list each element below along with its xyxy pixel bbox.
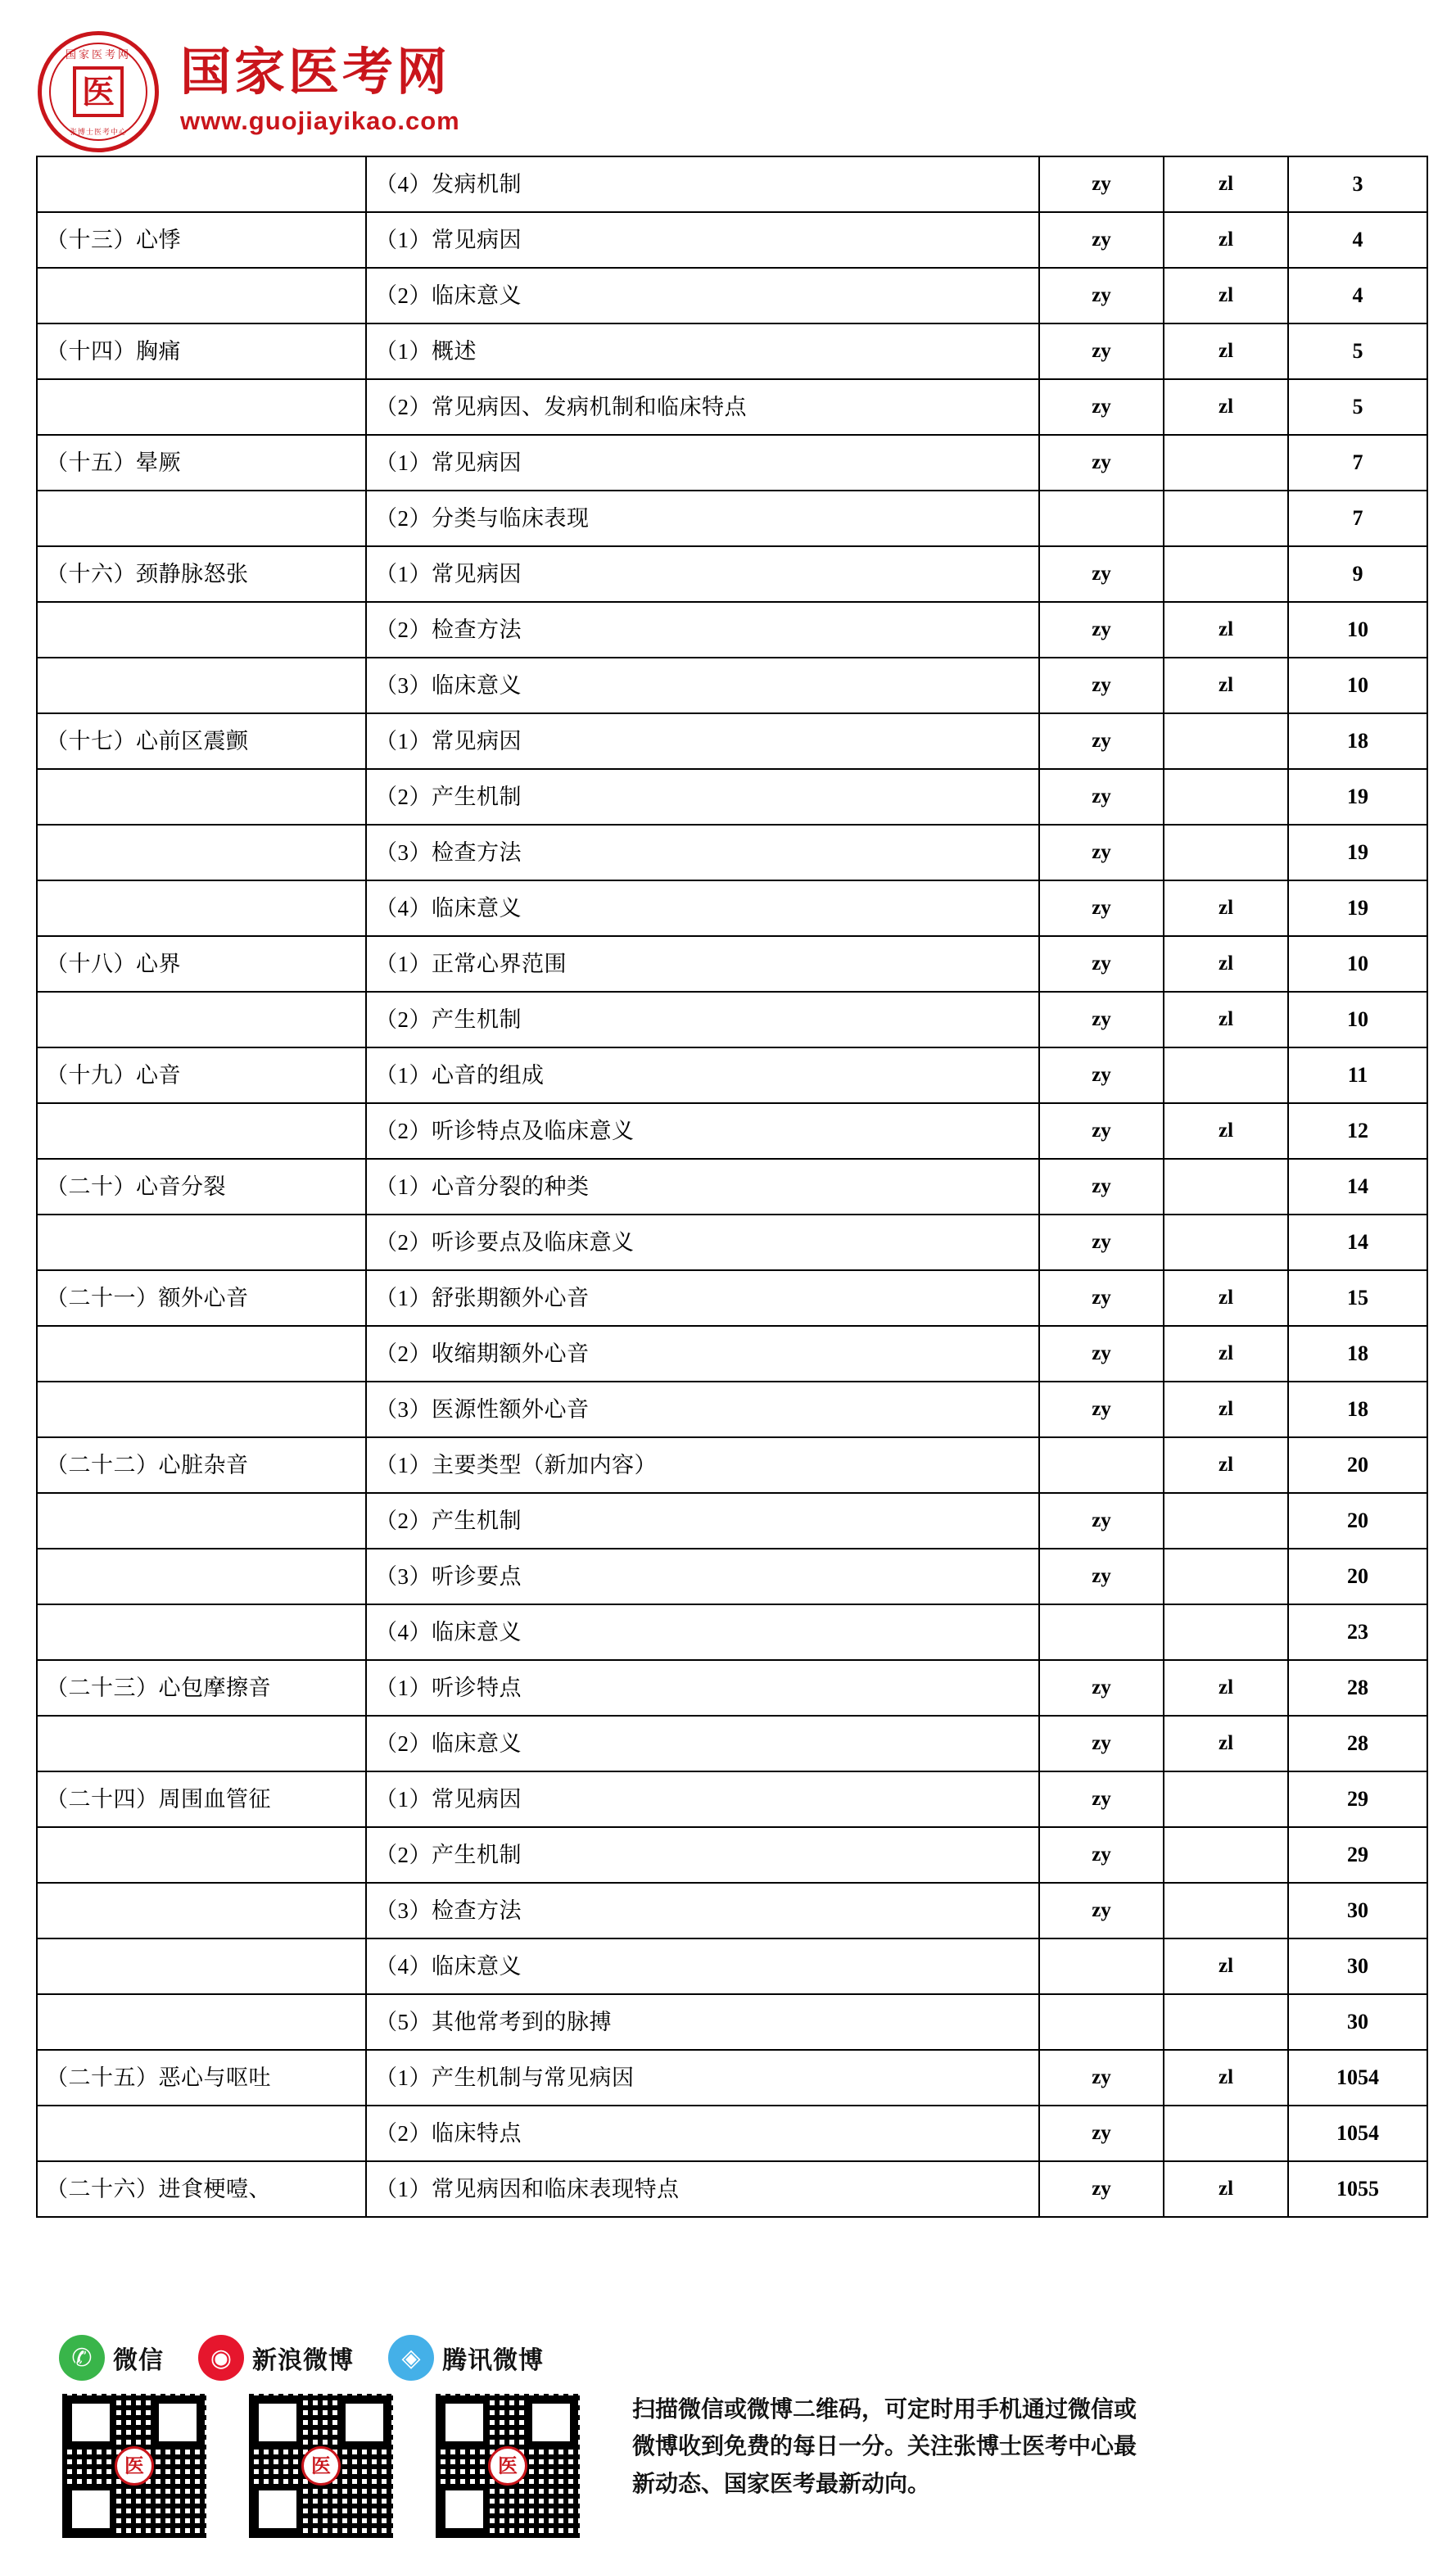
- cell-zy: zy: [1039, 602, 1164, 658]
- cell-zy: zy: [1039, 658, 1164, 713]
- table-row: [37, 992, 1427, 1047]
- cell-page: 10: [1288, 992, 1427, 1047]
- social-label-weibo: 新浪微博: [252, 2347, 354, 2374]
- cell-page: 20: [1288, 1493, 1427, 1549]
- cell-zl: [1164, 1604, 1288, 1660]
- cell-topic: （十七）心前区震颤: [37, 713, 366, 769]
- cell-item: （1）正常心界范围: [366, 936, 1039, 992]
- table-row: [37, 379, 1427, 435]
- cell-topic: [37, 1549, 366, 1604]
- cell-zl: [1164, 1771, 1288, 1827]
- cell-zy: zy: [1039, 825, 1164, 880]
- cell-page: 19: [1288, 825, 1427, 880]
- cell-item: （1）概述: [366, 323, 1039, 379]
- cell-item: （2）临床意义: [366, 268, 1039, 323]
- cell-zl: zl: [1164, 658, 1288, 713]
- qr-code-weibo: 医: [246, 2391, 396, 2541]
- cell-item: （2）检查方法: [366, 602, 1039, 658]
- cell-topic: [37, 1716, 366, 1771]
- cell-zl: [1164, 1047, 1288, 1103]
- cell-page: 5: [1288, 379, 1427, 435]
- cell-topic: （二十五）恶心与呕吐: [37, 2050, 366, 2106]
- cell-item: （2）产生机制: [366, 1493, 1039, 1549]
- qr-code-wechat: 医: [59, 2391, 210, 2541]
- cell-zl: zl: [1164, 1938, 1288, 1994]
- seal-bottom-text: 张博士医考中心: [69, 128, 127, 136]
- cell-topic: （二十二）心脏杂音: [37, 1437, 366, 1493]
- cell-zy: zy: [1039, 1382, 1164, 1437]
- cell-zy: zy: [1039, 435, 1164, 491]
- table-row: [37, 2161, 1427, 2217]
- cell-page: 18: [1288, 1326, 1427, 1382]
- cell-page: 29: [1288, 1771, 1427, 1827]
- cell-item: （2）分类与临床表现: [366, 491, 1039, 546]
- cell-page: 4: [1288, 212, 1427, 268]
- cell-item: （2）产生机制: [366, 992, 1039, 1047]
- cell-item: （1）听诊特点: [366, 1660, 1039, 1716]
- cell-item: （1）常见病因: [366, 1771, 1039, 1827]
- cell-zl: zl: [1164, 1382, 1288, 1437]
- cell-item: （3）听诊要点: [366, 1549, 1039, 1604]
- cell-topic: （十五）晕厥: [37, 435, 366, 491]
- cell-page: 30: [1288, 1883, 1427, 1938]
- cell-zy: zy: [1039, 2106, 1164, 2161]
- cell-topic: （二十一）额外心音: [37, 1270, 366, 1326]
- brand-block: [180, 47, 460, 136]
- cell-item: （3）检查方法: [366, 1883, 1039, 1938]
- cell-page: 14: [1288, 1215, 1427, 1270]
- cell-topic: [37, 1103, 366, 1159]
- cell-item: （3）临床意义: [366, 658, 1039, 713]
- cell-topic: [37, 880, 366, 936]
- cell-topic: （二十三）心包摩擦音: [37, 1660, 366, 1716]
- cell-item: （2）常见病因、发病机制和临床特点: [366, 379, 1039, 435]
- table-row: [37, 769, 1427, 825]
- cell-topic: [37, 825, 366, 880]
- cell-zl: zl: [1164, 156, 1288, 212]
- cell-page: 20: [1288, 1549, 1427, 1604]
- cell-topic: [37, 1493, 366, 1549]
- table-row: [37, 212, 1427, 268]
- cell-zy: zy: [1039, 1493, 1164, 1549]
- cell-zy: zy: [1039, 1215, 1164, 1270]
- cell-zy: zy: [1039, 2161, 1164, 2217]
- site-seal-logo: [38, 31, 159, 152]
- table-row: [37, 936, 1427, 992]
- table-row: [37, 546, 1427, 602]
- cell-topic: [37, 379, 366, 435]
- page-header: [0, 0, 1456, 156]
- cell-item: （3）检查方法: [366, 825, 1039, 880]
- brand-title: 国家医考网: [180, 45, 451, 101]
- cell-topic: （十九）心音: [37, 1047, 366, 1103]
- cell-item: （2）产生机制: [366, 1827, 1039, 1883]
- table-row: [37, 880, 1427, 936]
- cell-page: 7: [1288, 491, 1427, 546]
- cell-item: （1）舒张期额外心音: [366, 1270, 1039, 1326]
- cell-topic: [37, 268, 366, 323]
- syllabus-table: [36, 156, 1428, 2218]
- cell-zy: zy: [1039, 880, 1164, 936]
- cell-zl: zl: [1164, 1716, 1288, 1771]
- table-row: [37, 1159, 1427, 1215]
- cell-page: 18: [1288, 1382, 1427, 1437]
- table-row: [37, 1493, 1427, 1549]
- cell-page: 19: [1288, 880, 1427, 936]
- cell-zl: zl: [1164, 212, 1288, 268]
- cell-item: （2）产生机制: [366, 769, 1039, 825]
- cell-item: （4）临床意义: [366, 880, 1039, 936]
- cell-page: 1054: [1288, 2106, 1427, 2161]
- weibo-icon: ◉: [198, 2335, 244, 2381]
- cell-topic: （十三）心悸: [37, 212, 366, 268]
- cell-zy: zy: [1039, 268, 1164, 323]
- cell-topic: [37, 1827, 366, 1883]
- cell-topic: [37, 1938, 366, 1994]
- table-row: [37, 2106, 1427, 2161]
- cell-zl: zl: [1164, 379, 1288, 435]
- cell-page: 14: [1288, 1159, 1427, 1215]
- table-row: [37, 1660, 1427, 1716]
- wechat-icon: ✆: [59, 2335, 105, 2381]
- cell-zl: [1164, 546, 1288, 602]
- cell-zy: [1039, 1604, 1164, 1660]
- cell-topic: [37, 1382, 366, 1437]
- cell-topic: （十四）胸痛: [37, 323, 366, 379]
- cell-item: （4）临床意义: [366, 1938, 1039, 1994]
- cell-topic: [37, 1994, 366, 2050]
- qr-code-tencent-weibo: 医: [432, 2391, 583, 2541]
- table-row: [37, 1994, 1427, 2050]
- cell-zy: zy: [1039, 546, 1164, 602]
- table-row: [37, 713, 1427, 769]
- table-row: [37, 1382, 1427, 1437]
- cell-page: 9: [1288, 546, 1427, 602]
- cell-zy: zy: [1039, 1827, 1164, 1883]
- cell-page: 3: [1288, 156, 1427, 212]
- cell-zy: zy: [1039, 1549, 1164, 1604]
- cell-topic: （二十六）进食梗噎、: [37, 2161, 366, 2217]
- cell-zl: [1164, 1159, 1288, 1215]
- cell-zl: [1164, 1215, 1288, 1270]
- cell-zl: zl: [1164, 2050, 1288, 2106]
- table-row: [37, 156, 1427, 212]
- cell-page: 30: [1288, 1938, 1427, 1994]
- cell-page: 11: [1288, 1047, 1427, 1103]
- cell-zy: zy: [1039, 1270, 1164, 1326]
- cell-zy: zy: [1039, 156, 1164, 212]
- cell-topic: （二十）心音分裂: [37, 1159, 366, 1215]
- table-row: [37, 1326, 1427, 1382]
- cell-page: 10: [1288, 602, 1427, 658]
- table-row: [37, 268, 1427, 323]
- table-row: [37, 1716, 1427, 1771]
- cell-zl: zl: [1164, 992, 1288, 1047]
- cell-zy: zy: [1039, 936, 1164, 992]
- page-footer: [0, 2335, 1456, 2574]
- cell-zl: zl: [1164, 1103, 1288, 1159]
- cell-zl: [1164, 1493, 1288, 1549]
- cell-page: 28: [1288, 1660, 1427, 1716]
- cell-page: 29: [1288, 1827, 1427, 1883]
- cell-page: 30: [1288, 1994, 1427, 2050]
- cell-zl: zl: [1164, 1437, 1288, 1493]
- table-row: [37, 1437, 1427, 1493]
- cell-page: 7: [1288, 435, 1427, 491]
- cell-topic: [37, 658, 366, 713]
- cell-item: （1）主要类型（新加内容）: [366, 1437, 1039, 1493]
- social-item-weibo[interactable]: [198, 2335, 354, 2381]
- cell-zl: [1164, 435, 1288, 491]
- cell-zl: zl: [1164, 1326, 1288, 1382]
- cell-zl: zl: [1164, 2161, 1288, 2217]
- cell-item: （1）常见病因和临床表现特点: [366, 2161, 1039, 2217]
- cell-item: （1）心音的组成: [366, 1047, 1039, 1103]
- cell-item: （1）常见病因: [366, 212, 1039, 268]
- cell-zl: zl: [1164, 602, 1288, 658]
- cell-topic: [37, 1326, 366, 1382]
- cell-zl: zl: [1164, 1270, 1288, 1326]
- cell-zy: zy: [1039, 1660, 1164, 1716]
- cell-topic: [37, 491, 366, 546]
- cell-page: 23: [1288, 1604, 1427, 1660]
- tencent-weibo-icon: ◈: [388, 2335, 434, 2381]
- cell-page: 19: [1288, 769, 1427, 825]
- cell-item: （1）心音分裂的种类: [366, 1159, 1039, 1215]
- cell-item: （2）听诊要点及临床意义: [366, 1215, 1039, 1270]
- cell-item: （2）收缩期额外心音: [366, 1326, 1039, 1382]
- cell-zy: zy: [1039, 992, 1164, 1047]
- cell-page: 15: [1288, 1270, 1427, 1326]
- cell-page: 18: [1288, 713, 1427, 769]
- table-row: [37, 1215, 1427, 1270]
- cell-zl: zl: [1164, 323, 1288, 379]
- table-row: [37, 2050, 1427, 2106]
- cell-zy: zy: [1039, 1883, 1164, 1938]
- brand-url: www.guojiayikao.com: [180, 106, 460, 135]
- cell-zy: zy: [1039, 212, 1164, 268]
- cell-topic: （十八）心界: [37, 936, 366, 992]
- seal-center-char: 医: [73, 66, 124, 117]
- cell-zl: zl: [1164, 936, 1288, 992]
- table-row: [37, 1771, 1427, 1827]
- table-row: [37, 658, 1427, 713]
- seal-top-text: 国家医考网: [65, 48, 131, 61]
- cell-zy: zy: [1039, 323, 1164, 379]
- cell-zl: [1164, 2106, 1288, 2161]
- table-row: [37, 1938, 1427, 1994]
- cell-zy: zy: [1039, 713, 1164, 769]
- cell-topic: [37, 1883, 366, 1938]
- cell-topic: （二十四）周围血管征: [37, 1771, 366, 1827]
- cell-zl: [1164, 1883, 1288, 1938]
- cell-item: （1）产生机制与常见病因: [366, 2050, 1039, 2106]
- cell-topic: [37, 2106, 366, 2161]
- table-row: [37, 602, 1427, 658]
- social-label-wechat: 微信: [113, 2347, 164, 2374]
- cell-zl: zl: [1164, 880, 1288, 936]
- syllabus-table-wrap: [0, 156, 1456, 2218]
- cell-zl: [1164, 491, 1288, 546]
- cell-topic: （十六）颈静脉怒张: [37, 546, 366, 602]
- footer-note: 扫描微信或微博二维码，可定时用手机通过微信或微博收到免费的每日一分。关注张博士医考中心最新动态、国家医考最新动向。: [632, 2396, 1137, 2496]
- cell-item: （4）临床意义: [366, 1604, 1039, 1660]
- cell-zl: [1164, 825, 1288, 880]
- cell-topic: [37, 1604, 366, 1660]
- cell-page: 5: [1288, 323, 1427, 379]
- cell-item: （2）临床意义: [366, 1716, 1039, 1771]
- cell-topic: [37, 156, 366, 212]
- cell-zl: [1164, 1549, 1288, 1604]
- table-row: [37, 435, 1427, 491]
- cell-page: 12: [1288, 1103, 1427, 1159]
- social-item-tencent-weibo[interactable]: [388, 2335, 544, 2381]
- cell-page: 4: [1288, 268, 1427, 323]
- cell-topic: [37, 602, 366, 658]
- cell-page: 20: [1288, 1437, 1427, 1493]
- cell-item: （3）医源性额外心音: [366, 1382, 1039, 1437]
- cell-zy: [1039, 1994, 1164, 2050]
- cell-zl: [1164, 1994, 1288, 2050]
- social-row: [59, 2335, 1407, 2381]
- table-row: [37, 825, 1427, 880]
- cell-item: （1）常见病因: [366, 546, 1039, 602]
- table-row: [37, 1827, 1427, 1883]
- cell-zl: [1164, 769, 1288, 825]
- cell-zy: zy: [1039, 1326, 1164, 1382]
- cell-zy: zy: [1039, 1716, 1164, 1771]
- cell-topic: [37, 992, 366, 1047]
- cell-item: （2）临床特点: [366, 2106, 1039, 2161]
- cell-zy: zy: [1039, 1047, 1164, 1103]
- cell-item: （5）其他常考到的脉搏: [366, 1994, 1039, 2050]
- table-row: [37, 323, 1427, 379]
- table-row: [37, 1883, 1427, 1938]
- cell-topic: [37, 1215, 366, 1270]
- cell-page: 10: [1288, 658, 1427, 713]
- cell-topic: [37, 769, 366, 825]
- cell-zy: [1039, 491, 1164, 546]
- table-row: [37, 1604, 1427, 1660]
- cell-zl: [1164, 1827, 1288, 1883]
- table-row: [37, 491, 1427, 546]
- social-label-tencent-weibo: 腾讯微博: [442, 2347, 544, 2374]
- syllabus-table-body: [37, 156, 1427, 2217]
- cell-zl: [1164, 713, 1288, 769]
- cell-item: （1）常见病因: [366, 713, 1039, 769]
- table-row: [37, 1549, 1427, 1604]
- cell-zy: [1039, 1938, 1164, 1994]
- cell-page: 1055: [1288, 2161, 1427, 2217]
- cell-page: 1054: [1288, 2050, 1427, 2106]
- cell-page: 28: [1288, 1716, 1427, 1771]
- cell-zy: zy: [1039, 2050, 1164, 2106]
- cell-item: （4）发病机制: [366, 156, 1039, 212]
- cell-page: 10: [1288, 936, 1427, 992]
- table-row: [37, 1047, 1427, 1103]
- cell-item: （2）听诊特点及临床意义: [366, 1103, 1039, 1159]
- cell-zy: zy: [1039, 379, 1164, 435]
- qr-row: [59, 2391, 1407, 2541]
- cell-zy: zy: [1039, 1159, 1164, 1215]
- table-row: [37, 1270, 1427, 1326]
- cell-zl: zl: [1164, 1660, 1288, 1716]
- cell-zy: [1039, 1437, 1164, 1493]
- cell-zy: zy: [1039, 769, 1164, 825]
- cell-zl: zl: [1164, 268, 1288, 323]
- cell-zy: zy: [1039, 1103, 1164, 1159]
- cell-item: （1）常见病因: [366, 435, 1039, 491]
- social-item-wechat[interactable]: [59, 2335, 164, 2381]
- table-row: [37, 1103, 1427, 1159]
- cell-zy: zy: [1039, 1771, 1164, 1827]
